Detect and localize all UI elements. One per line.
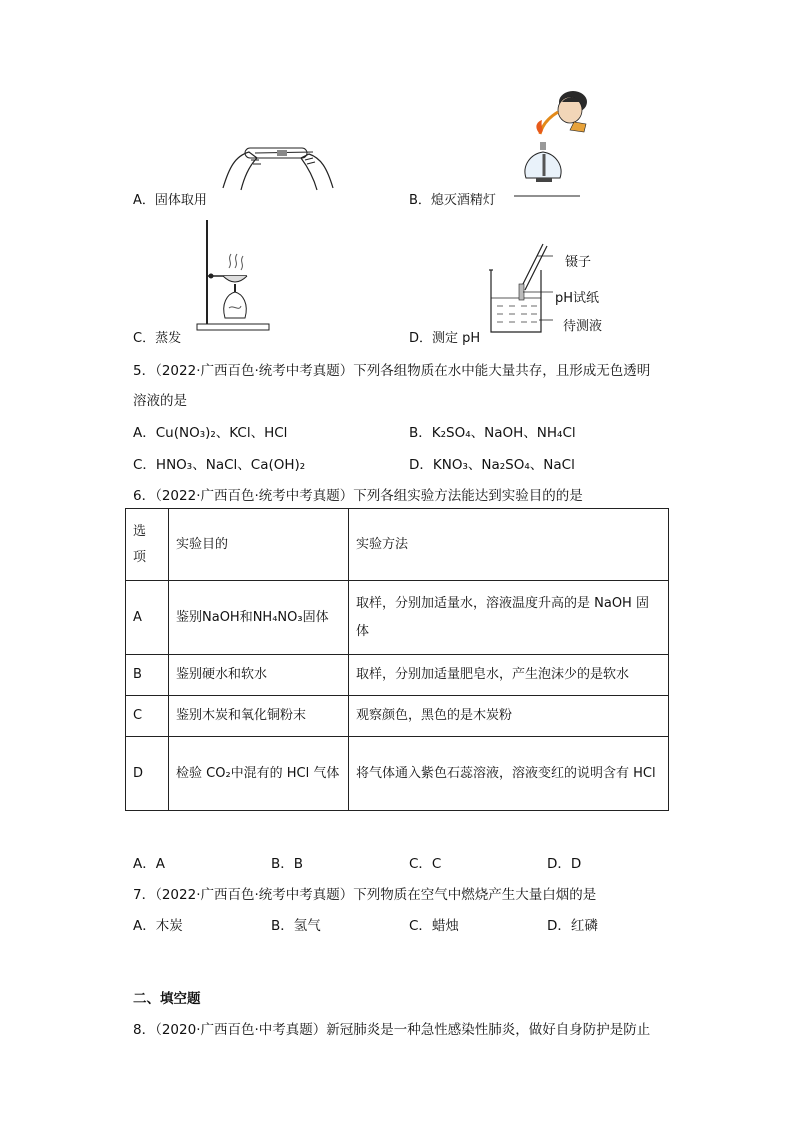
table-cell: 鉴别木炭和氧化铜粉末 — [169, 696, 349, 737]
q6-option-d: D．D — [547, 856, 582, 872]
table-cell: B — [126, 655, 169, 696]
table-row — [126, 696, 669, 737]
table-row — [126, 737, 669, 811]
table-header-row — [126, 509, 669, 581]
figure-c-label: C．蒸发 — [133, 331, 182, 346]
q7-option-a: A．木炭 — [133, 918, 183, 934]
figure-extinguish-lamp — [510, 82, 600, 204]
q6-stem: 6．（2022·广西百色·统考中考真题）下列各组实验方法能达到实验目的的是 — [133, 488, 583, 504]
table-cell: 取样，分别加适量肥皂水，产生泡沫少的是软水 — [349, 655, 669, 696]
table-cell: D — [126, 737, 169, 811]
q6-option-a: A．A — [133, 856, 165, 872]
table-cell: 取样，分别加适量水，溶液温度升高的是 NaOH 固体 — [349, 581, 669, 655]
header-purpose: 实验目的 — [169, 509, 349, 581]
section-title: 二、填空题 — [133, 991, 201, 1007]
q5-option-d: D．KNO₃、Na₂SO₄、NaCl — [409, 457, 575, 473]
q7-option-d: D．红磷 — [547, 918, 598, 934]
figure-a-label: A．固体取用 — [133, 193, 207, 208]
figure-solid-sampling — [215, 138, 345, 198]
q6-table — [125, 508, 669, 811]
q5-stem-line2: 溶液的是 — [133, 393, 187, 409]
q5-option-b: B．K₂SO₄、NaOH、NH₄Cl — [409, 425, 576, 441]
table-cell: 鉴别NaOH和NH₄NO₃固体 — [169, 581, 349, 655]
table-cell: 观察颜色，黑色的是木炭粉 — [349, 696, 669, 737]
table-cell: 鉴别硬水和软水 — [169, 655, 349, 696]
table-cell: A — [126, 581, 169, 655]
figure-b-label: B．熄灭酒精灯 — [409, 193, 496, 208]
header-method: 实验方法 — [349, 509, 669, 581]
label-ph-paper: pH试纸 — [555, 291, 600, 306]
figure-evaporation — [195, 218, 275, 333]
q7-option-c: C．蜡烛 — [409, 918, 459, 934]
q8-stem: 8．（2020·广西百色·中考真题）新冠肺炎是一种急性感染性肺炎，做好自身防护是防止 — [133, 1022, 651, 1038]
figure-d-label: D．测定 pH — [409, 331, 481, 346]
q6-option-c: C．C — [409, 856, 442, 872]
q6-option-b: B．B — [271, 856, 304, 872]
header-option: 选项 — [126, 509, 169, 581]
label-tweezers: 镊子 — [565, 255, 592, 270]
table-cell: C — [126, 696, 169, 737]
q7-stem: 7．（2022·广西百色·统考中考真题）下列物质在空气中燃烧产生大量白烟的是 — [133, 887, 597, 903]
table-cell: 检验 CO₂中混有的 HCl 气体 — [169, 737, 349, 811]
q5-stem-line1: 5．（2022·广西百色·统考中考真题）下列各组物质在水中能大量共存，且形成无色透明 — [133, 363, 651, 379]
q7-option-b: B．氢气 — [271, 918, 321, 934]
table-row — [126, 581, 669, 655]
table-row — [126, 655, 669, 696]
table-cell: 将气体通入紫色石蕊溶液，溶液变红的说明含有 HCl — [349, 737, 669, 811]
figure-measure-ph — [485, 240, 555, 336]
q5-option-a: A．Cu(NO₃)₂、KCl、HCl — [133, 425, 288, 441]
label-test-solution: 待测液 — [563, 319, 603, 334]
q5-option-c: C．HNO₃、NaCl、Ca(OH)₂ — [133, 457, 306, 473]
